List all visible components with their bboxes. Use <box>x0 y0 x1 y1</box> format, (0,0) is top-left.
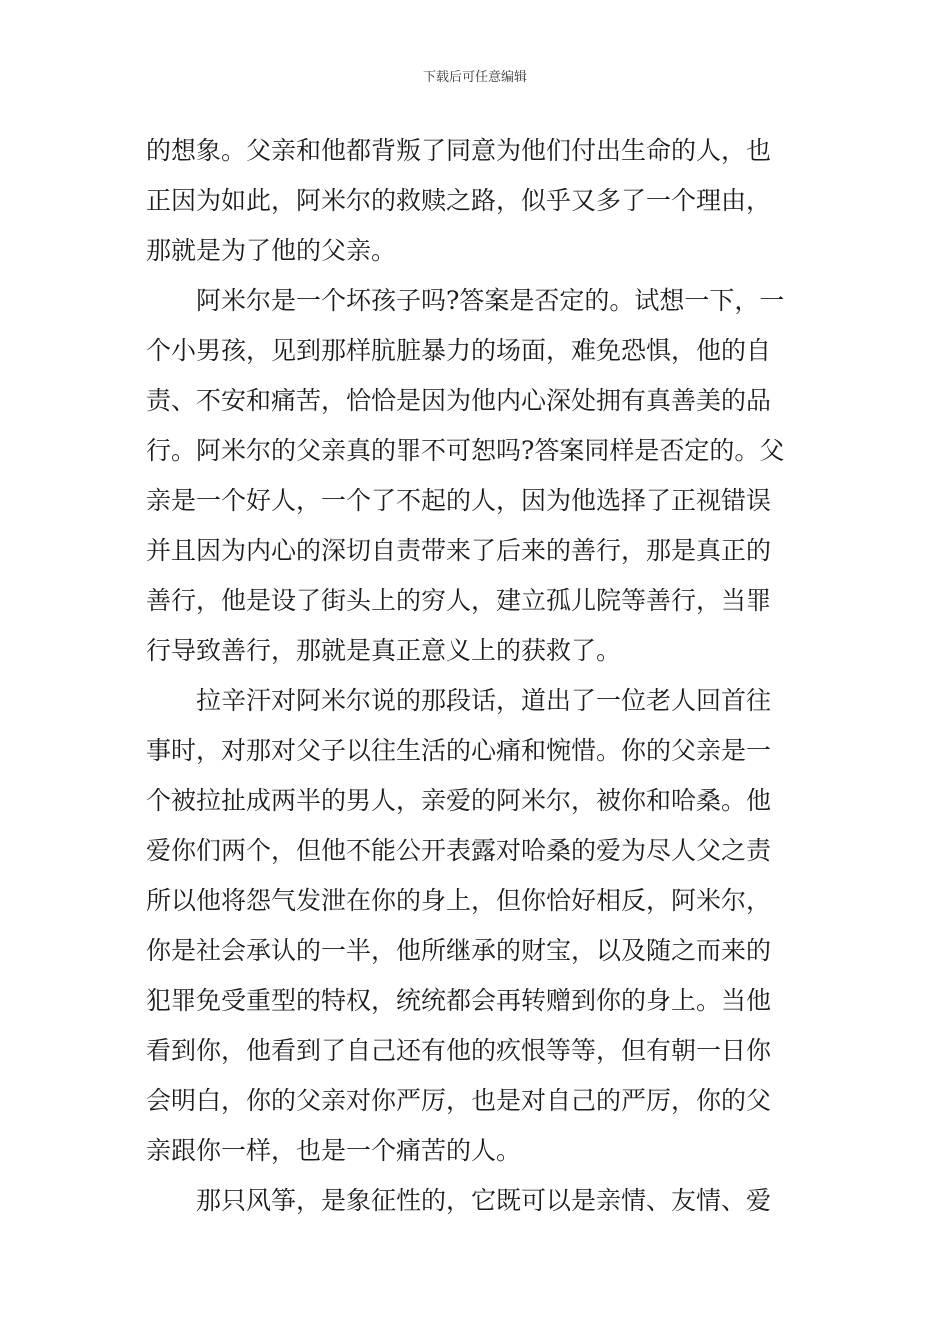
text-line: 亲是一个好人，一个了不起的人，因为他选择了正视错误 <box>146 486 772 515</box>
text-line: 那只风筝，是象征性的，它既可以是亲情、友情、爱 <box>146 1186 772 1215</box>
text-line: 那就是为了他的父亲。 <box>146 236 397 265</box>
text-line: 阿米尔是一个坏孩子吗?答案是否定的。试想一下，一 <box>146 286 785 315</box>
text-line: 亲跟你一样，也是一个痛苦的人。 <box>146 1136 522 1165</box>
text-line: 犯罪免受重型的特权，统统都会再转赠到你的身上。当他 <box>146 986 772 1015</box>
page-header-note: 下载后可任意编辑 <box>422 70 527 85</box>
text-line: 个被拉扯成两半的男人，亲爱的阿米尔，被你和哈桑。他 <box>146 786 772 815</box>
text-line: 事时，对那对父子以往生活的心痛和惋惜。你的父亲是一 <box>146 736 772 765</box>
text-line: 所以他将怨气发泄在你的身上，但你恰好相反，阿米尔， <box>146 886 772 915</box>
text-line: 责、不安和痛苦，恰恰是因为他内心深处拥有真善美的品 <box>146 386 772 415</box>
text-line: 个小男孩，见到那样肮脏暴力的场面，难免恐惧，他的自 <box>146 336 772 365</box>
text-line: 拉辛汗对阿米尔说的那段话，道出了一位老人回首往 <box>146 686 772 715</box>
text-line: 你是社会承认的一半，他所继承的财宝，以及随之而来的 <box>146 936 772 965</box>
text-line: 行。阿米尔的父亲真的罪不可恕吗?答案同样是否定的。父 <box>146 436 785 465</box>
text-line: 正因为如此，阿米尔的救赎之路，似乎又多了一个理由， <box>146 186 772 215</box>
text-line: 的想象。父亲和他都背叛了同意为他们付出生命的人，也 <box>146 136 772 165</box>
text-line: 并且因为内心的深切自责带来了后来的善行，那是真正的 <box>146 536 772 565</box>
text-line: 行导致善行，那就是真正意义上的获救了。 <box>146 636 622 665</box>
text-line: 看到你，他看到了自己还有他的疚恨等等，但有朝一日你 <box>146 1036 772 1065</box>
article-body <box>146 126 811 1226</box>
text-line: 善行，他是设了街头上的穷人，建立孤儿院等善行，当罪 <box>146 586 772 615</box>
text-line: 会明白，你的父亲对你严厉，也是对自己的严厉，你的父 <box>146 1086 772 1115</box>
text-line: 爱你们两个，但他不能公开表露对哈桑的爱为尽人父之责 <box>146 836 772 865</box>
